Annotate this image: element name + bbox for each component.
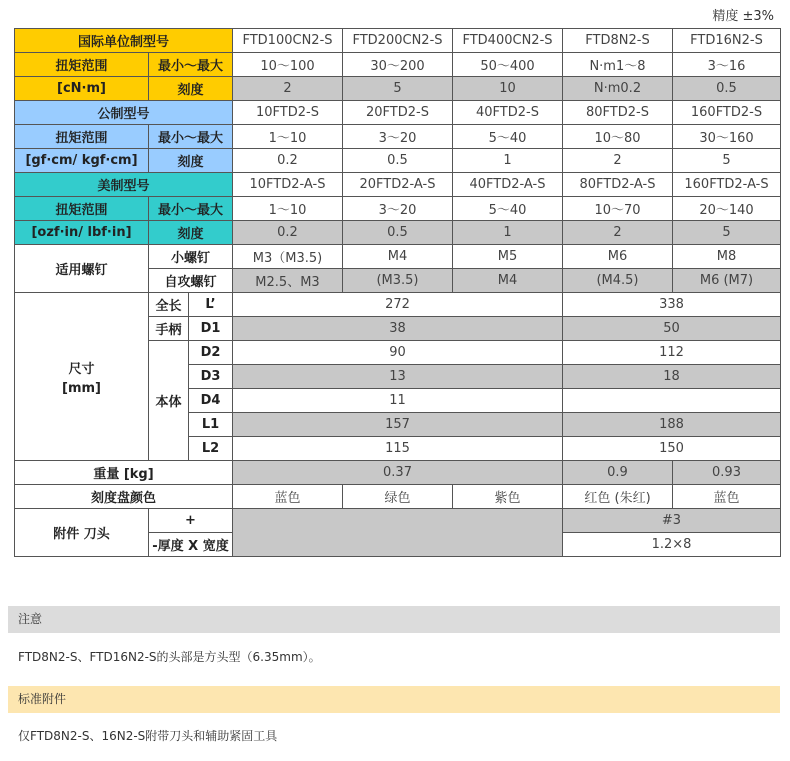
model-cell: 40FTD2-S	[453, 101, 563, 125]
value-cell: 0.5	[673, 77, 781, 101]
value-cell: 0.2	[233, 221, 343, 245]
spec-table	[14, 28, 781, 557]
value-cell: 30～160	[673, 125, 781, 149]
bit-plus-value: #3	[563, 509, 781, 533]
dim-code: D4	[189, 389, 233, 413]
plus-label: +	[149, 509, 233, 533]
value-cell: 5～40	[453, 125, 563, 149]
value-cell: 5	[673, 221, 781, 245]
dim-code: L2	[189, 437, 233, 461]
weight-label: 重量 [kg]	[15, 461, 233, 485]
value-cell: M4	[453, 269, 563, 293]
value-cell: 2	[233, 77, 343, 101]
dim-code: D1	[189, 317, 233, 341]
value-cell: M4	[343, 245, 453, 269]
thickness-width-label: -厚度 X 宽度	[149, 533, 233, 557]
dim-value: 338	[563, 293, 781, 317]
model-cell: 80FTD2-S	[563, 101, 673, 125]
value-cell: M8	[673, 245, 781, 269]
value-cell: 30～200	[343, 53, 453, 77]
model-cell: 40FTD2-A-S	[453, 173, 563, 197]
dim-value: 38	[233, 317, 563, 341]
value-cell: 10～70	[563, 197, 673, 221]
value-cell: 20～140	[673, 197, 781, 221]
min-max-label: 最小～最大	[149, 53, 233, 77]
dim-value: 112	[563, 341, 781, 365]
metric-model-label: 公制型号	[15, 101, 233, 125]
torque-range-label: 扭矩范围	[15, 125, 149, 149]
value-cell: 1～10	[233, 197, 343, 221]
color-cell: 蓝色	[233, 485, 343, 509]
international-model-label: 国际单位制型号	[15, 29, 233, 53]
precision-note: 精度 ±3%	[712, 9, 774, 24]
value-cell: (M4.5)	[563, 269, 673, 293]
standard-accessory-text: 仅FTD8N2-S、16N2-S附带刀头和辅助紧固工具	[18, 729, 278, 743]
min-max-label: 最小～最大	[149, 197, 233, 221]
min-max-label: 最小～最大	[149, 125, 233, 149]
dim-value: 272	[233, 293, 563, 317]
value-cell: 2	[563, 149, 673, 173]
model-cell: 20FTD2-S	[343, 101, 453, 125]
row-cn-scale	[15, 77, 781, 101]
value-cell: 0.5	[343, 221, 453, 245]
value-cell: 1	[453, 221, 563, 245]
dim-value: 90	[233, 341, 563, 365]
unit-label: [ozf·in/ lbf·in]	[15, 221, 149, 245]
dim-code: L’	[189, 293, 233, 317]
row-international-model	[15, 29, 781, 53]
dim-code: D2	[189, 341, 233, 365]
caution-text: FTD8N2-S、FTD16N2-S的头部是方头型（6.35mm）。	[18, 650, 321, 664]
value-cell: 5	[673, 149, 781, 173]
dim-value: 50	[563, 317, 781, 341]
tapping-screw-label: 自攻螺钉	[149, 269, 233, 293]
value-cell: 1	[453, 149, 563, 173]
dim-value: 188	[563, 413, 781, 437]
dim-value: 11	[233, 389, 563, 413]
weight-value: 0.9	[563, 461, 673, 485]
accessory-empty	[233, 509, 563, 557]
caution-header: 注意	[8, 606, 780, 633]
color-cell: 绿色	[343, 485, 453, 509]
color-cell: 紫色	[453, 485, 563, 509]
row-gf-scale	[15, 149, 781, 173]
row-cn-minmax	[15, 53, 781, 77]
model-cell: FTD200CN2-S	[343, 29, 453, 53]
small-screw-label: 小螺钉	[149, 245, 233, 269]
value-cell: 2	[563, 221, 673, 245]
value-cell: 10～80	[563, 125, 673, 149]
model-cell: 160FTD2-A-S	[673, 173, 781, 197]
value-cell: M2.5、M3	[233, 269, 343, 293]
dim-value: 157	[233, 413, 563, 437]
bit-size-value: 1.2×8	[563, 533, 781, 557]
row-accessory-plus	[15, 509, 781, 533]
dimension-unit: [mm]	[62, 380, 101, 396]
value-cell: 5	[343, 77, 453, 101]
value-cell: N·m0.2	[563, 77, 673, 101]
model-cell: FTD100CN2-S	[233, 29, 343, 53]
value-cell: 3～20	[343, 125, 453, 149]
us-model-label: 美制型号	[15, 173, 233, 197]
handle-label: 手柄	[149, 317, 189, 341]
value-cell: 10	[453, 77, 563, 101]
unit-label: [cN·m]	[15, 77, 149, 101]
dial-color-label: 刻度盘颜色	[15, 485, 233, 509]
torque-range-label: 扭矩范围	[15, 197, 149, 221]
value-cell: 0.5	[343, 149, 453, 173]
row-metric-model	[15, 101, 781, 125]
dim-value: 115	[233, 437, 563, 461]
row-oz-minmax	[15, 197, 781, 221]
model-cell: 20FTD2-A-S	[343, 173, 453, 197]
total-length-label: 全长	[149, 293, 189, 317]
value-cell: (M3.5)	[343, 269, 453, 293]
body-label: 本体	[149, 341, 189, 461]
dim-code: D3	[189, 365, 233, 389]
model-cell: 160FTD2-S	[673, 101, 781, 125]
row-dial-color	[15, 485, 781, 509]
value-cell: N·m1～8	[563, 53, 673, 77]
model-cell: FTD16N2-S	[673, 29, 781, 53]
color-cell: 红色 (朱红)	[563, 485, 673, 509]
value-cell: M6 (M7)	[673, 269, 781, 293]
dim-value: 150	[563, 437, 781, 461]
row-us-model	[15, 173, 781, 197]
model-cell: 80FTD2-A-S	[563, 173, 673, 197]
torque-range-label: 扭矩范围	[15, 53, 149, 77]
weight-value: 0.37	[233, 461, 563, 485]
model-cell: FTD400CN2-S	[453, 29, 563, 53]
dim-value: 13	[233, 365, 563, 389]
dim-value	[563, 389, 781, 413]
value-cell: M3（M3.5)	[233, 245, 343, 269]
value-cell: 10～100	[233, 53, 343, 77]
dimension-label	[15, 293, 149, 461]
applicable-screw-label: 适用螺钉	[15, 245, 149, 293]
value-cell: M5	[453, 245, 563, 269]
unit-label: [gf·cm/ kgf·cm]	[15, 149, 149, 173]
dim-value: 18	[563, 365, 781, 389]
scale-label: 刻度	[149, 77, 233, 101]
scale-label: 刻度	[149, 221, 233, 245]
color-cell: 蓝色	[673, 485, 781, 509]
accessory-label: 附件 刀头	[15, 509, 149, 557]
scale-label: 刻度	[149, 149, 233, 173]
row-weight	[15, 461, 781, 485]
value-cell: 5～40	[453, 197, 563, 221]
row-gf-minmax	[15, 125, 781, 149]
model-cell: FTD8N2-S	[563, 29, 673, 53]
row-small-screw	[15, 245, 781, 269]
value-cell: 3～16	[673, 53, 781, 77]
model-cell: 10FTD2-S	[233, 101, 343, 125]
dimension-title: 尺寸	[68, 361, 95, 377]
value-cell: 1～10	[233, 125, 343, 149]
value-cell: 0.2	[233, 149, 343, 173]
model-cell: 10FTD2-A-S	[233, 173, 343, 197]
dim-code: L1	[189, 413, 233, 437]
row-dim-L	[15, 293, 781, 317]
weight-value: 0.93	[673, 461, 781, 485]
row-oz-scale	[15, 221, 781, 245]
standard-accessory-header: 标准附件	[8, 686, 780, 713]
value-cell: M6	[563, 245, 673, 269]
value-cell: 50～400	[453, 53, 563, 77]
value-cell: 3～20	[343, 197, 453, 221]
